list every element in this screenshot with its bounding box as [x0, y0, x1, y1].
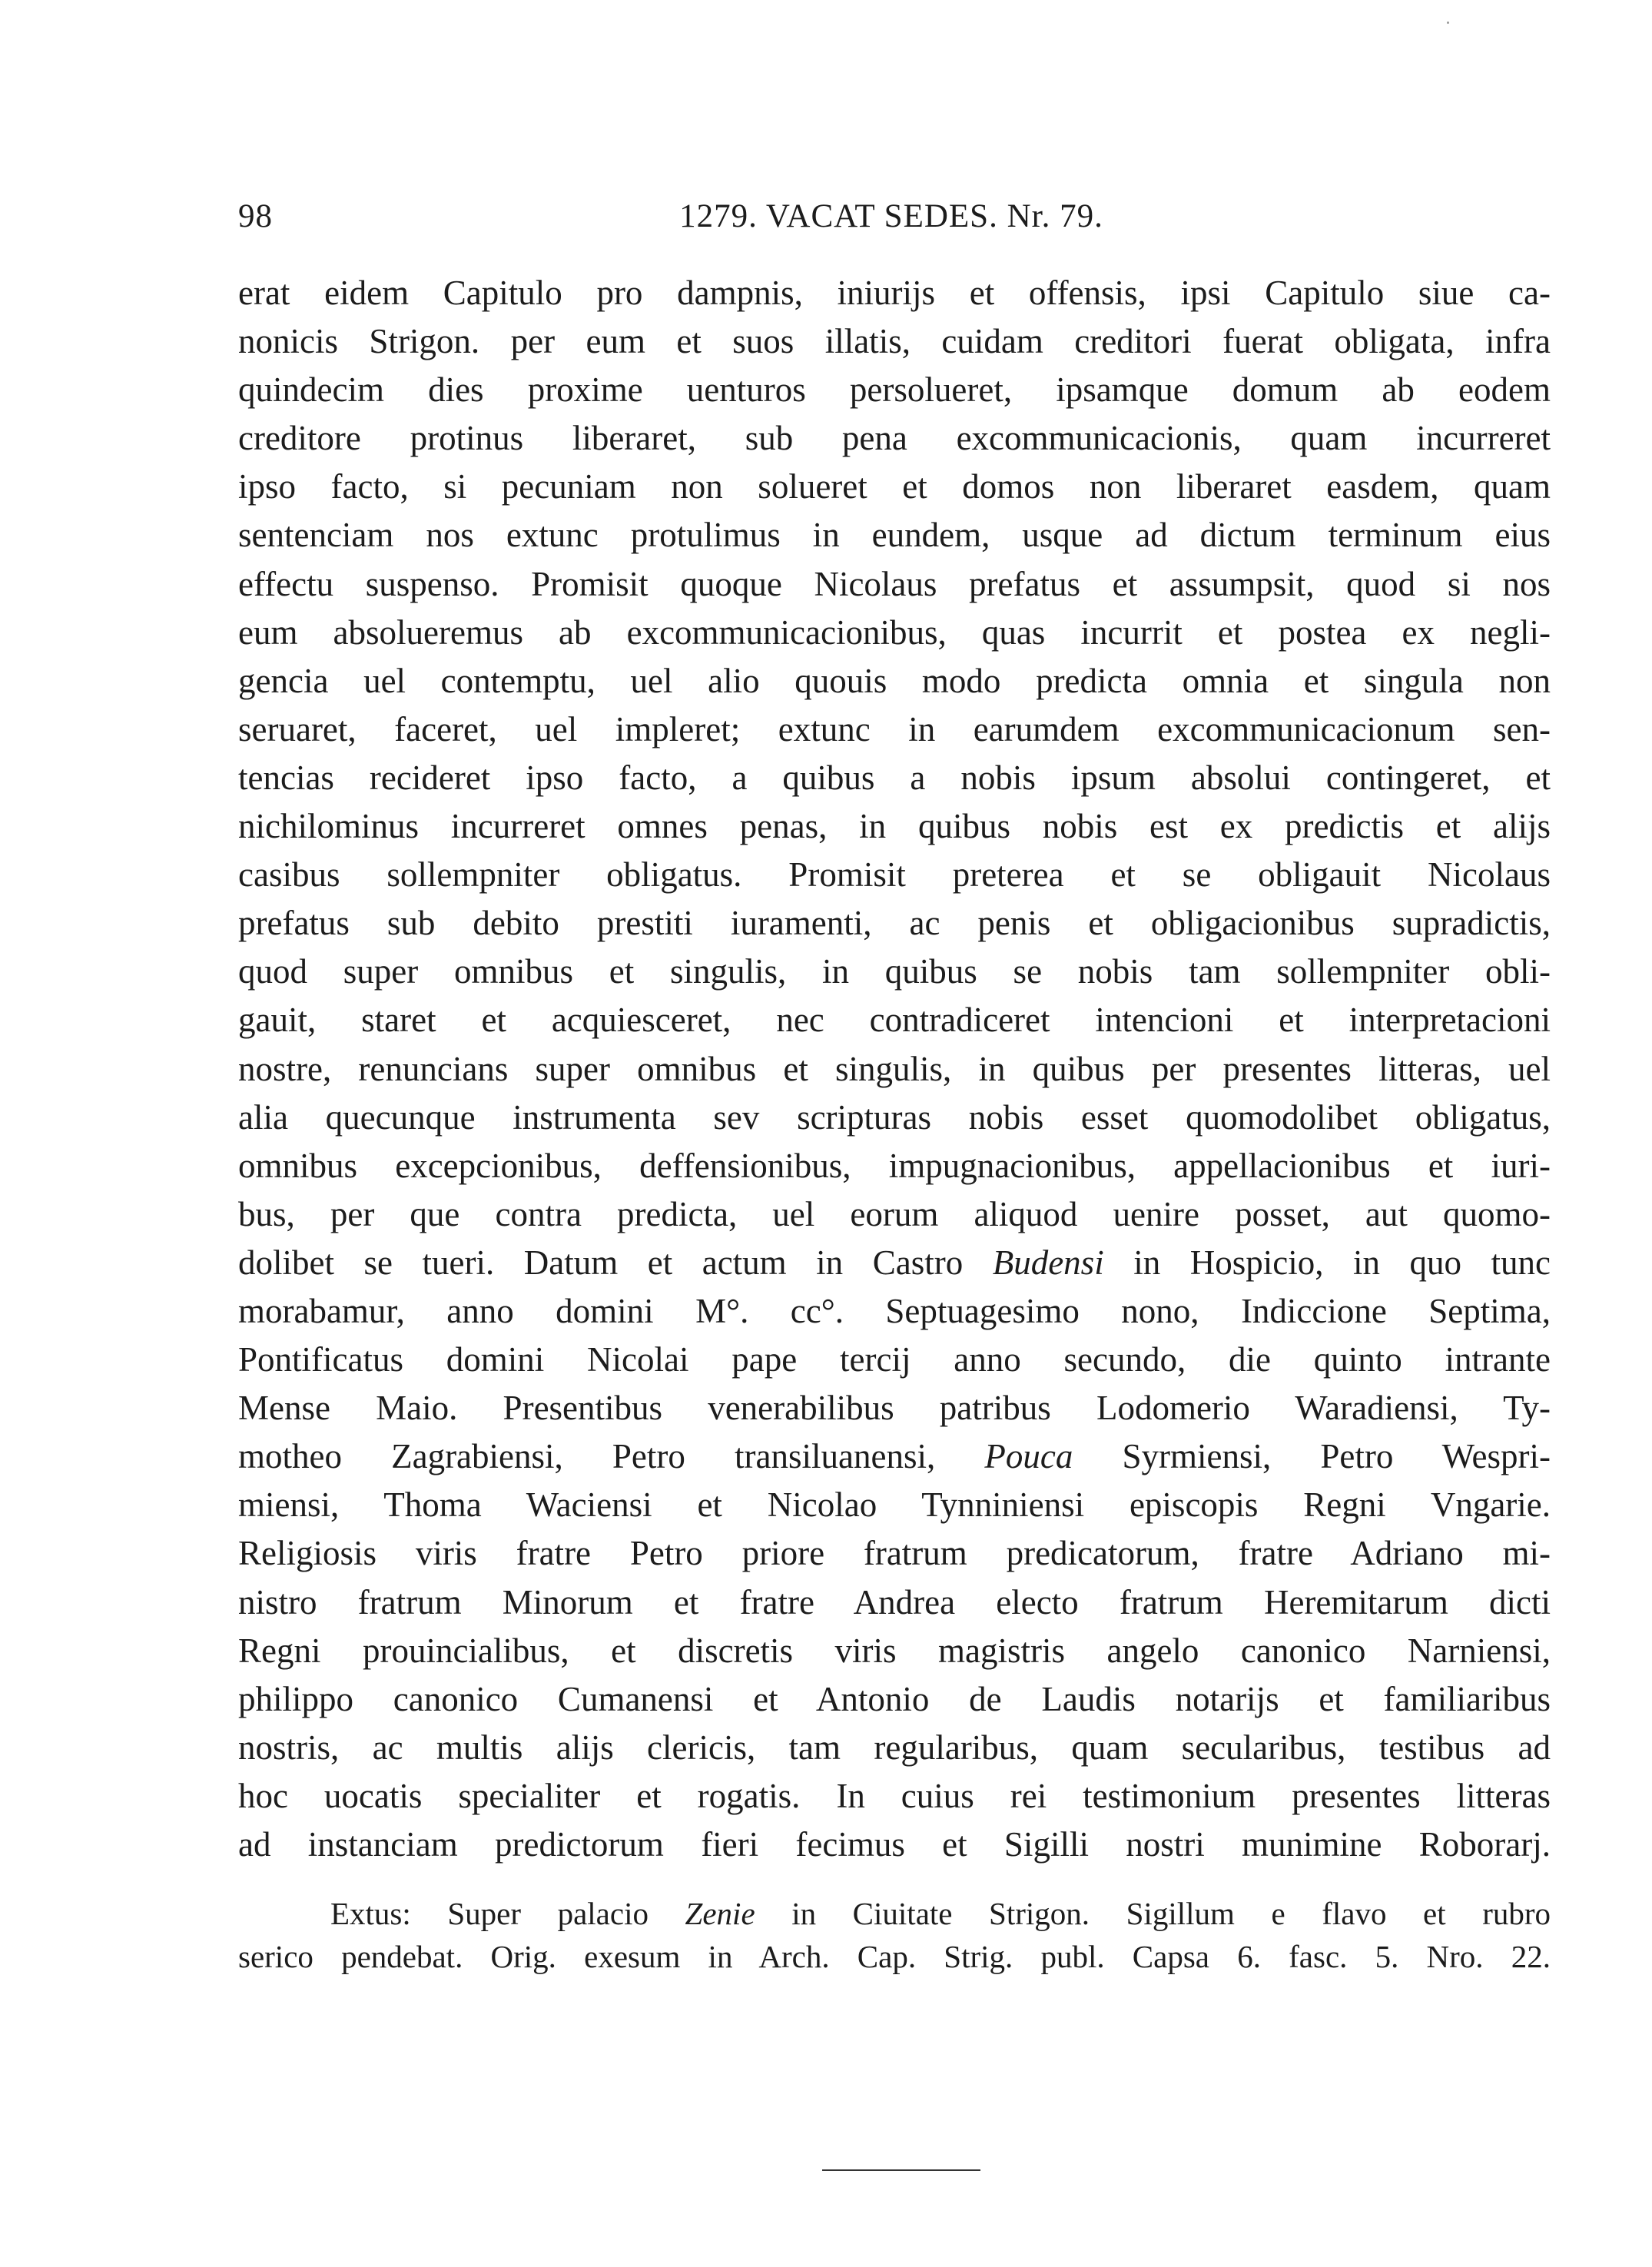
- end-rule: [822, 2169, 980, 2171]
- body-line: [238, 1336, 1551, 1384]
- body-line: [238, 948, 1551, 996]
- body-line: [238, 1384, 1551, 1432]
- archival-note: [238, 1892, 1551, 1978]
- body-line: [238, 1190, 1551, 1239]
- text-run: nonicis Strigon. per eum et suos illatis, cuidam creditori fuerat obligata, infra: [238, 322, 1551, 361]
- text-run: Pontificatus domini Nicolai pape tercij anno secundo, die quinto intrante: [238, 1340, 1551, 1379]
- text-run: Mense Maio. Presentibus venerabilibus patribus Lodomerio Waradiensi, Ty-: [238, 1389, 1551, 1428]
- text-run: ad instanciam predictorum fieri fecimus et Sigilli nostri munimine Roborarj.: [238, 1825, 1551, 1864]
- note-line: [238, 1935, 1551, 1978]
- text-run: seruaret, faceret, uel impleret; extunc in earumdem excommunicacionum sen-: [238, 709, 1551, 748]
- text-run: Extus: Super palacio: [330, 1896, 685, 1931]
- body-line: [238, 851, 1551, 899]
- body-line: [238, 754, 1551, 802]
- text-run: hoc uocatis specialiter et rogatis. In cuius rei testimonium presentes litteras: [238, 1776, 1551, 1815]
- text-run: motheo Zagrabiensi, Petro transiluanensi,: [238, 1437, 985, 1476]
- body-line: [238, 1772, 1551, 1821]
- text-run: ipso facto, si pecuniam non solueret et domos non liberaret easdem, quam: [238, 467, 1551, 506]
- text-run: bus, per que contra predicta, uel eorum aliquod uenire posset, aut quomo-: [238, 1194, 1551, 1233]
- body-line: [238, 1724, 1551, 1772]
- text-run: gauit, staret et acquiesceret, nec contradiceret intencioni et interpretacioni: [238, 1001, 1551, 1040]
- note-line: [238, 1892, 1551, 1935]
- body-line: [238, 1142, 1551, 1190]
- body-line: [238, 1627, 1551, 1675]
- running-header: [231, 192, 1552, 241]
- text-run: Regni prouincialibus, et discretis viris magistris angelo canonico Narniensi,: [238, 1631, 1551, 1670]
- body-line: [238, 705, 1551, 754]
- italic-place-name: Pouca: [984, 1437, 1073, 1476]
- body-line: [238, 511, 1551, 559]
- text-run: miensi, Thoma Waciensi et Nicolao Tynniniensi episcopis Regni Vngarie.: [238, 1485, 1551, 1525]
- text-run: alia quecunque instrumenta sev scripturas nobis esset quomodolibet obligatus,: [238, 1097, 1551, 1137]
- text-run: erat eidem Capitulo pro dampnis, iniurijs et offensis, ipsi Capitulo siue ca-: [238, 274, 1551, 312]
- text-run: Syrmiensi, Petro Wespri-: [1073, 1437, 1551, 1476]
- scan-speck: [1447, 22, 1449, 24]
- body-line: [238, 1045, 1551, 1094]
- body-line: [238, 609, 1551, 657]
- body-line: [238, 414, 1551, 463]
- body-line: [238, 269, 1551, 317]
- text-run: tencias recideret ipso facto, a quibus a nobis ipsum absolui contingeret, et: [238, 758, 1551, 797]
- text-run: quod super omnibus et singulis, in quibus se nobis tam sollempniter obli-: [238, 952, 1551, 991]
- italic-place-name: Budensi: [992, 1243, 1104, 1282]
- body-line: [238, 1675, 1551, 1724]
- text-run: serico pendebat. Orig. exesum in Arch. Cap. Strig. publ. Capsa 6. fasc. 5. Nro. 22.: [238, 1939, 1551, 1974]
- running-title: 1279. VACAT SEDES. Nr. 79.: [679, 198, 1103, 234]
- body-line: [238, 802, 1551, 851]
- text-run: sentenciam nos extunc protulimus in eundem, usque ad dictum terminum eius: [238, 516, 1551, 555]
- text-run: omnibus excepcionibus, deffensionibus, impugnacionibus, appellacionibus et iuri-: [238, 1146, 1551, 1185]
- text-run: dolibet se tueri. Datum et actum in Castro: [238, 1243, 993, 1282]
- body-line: [238, 899, 1551, 948]
- text-run: casibus sollempniter obligatus. Promisit preterea et se obligauit Nicolaus: [238, 855, 1551, 895]
- text-run: morabamur, anno domini M°. cc°. Septuagesimo nono, Indiccione Septima,: [238, 1291, 1551, 1330]
- page-number: 98: [238, 198, 273, 234]
- text-run: creditore protinus liberaret, sub pena excommunicacionis, quam incurreret: [238, 419, 1551, 458]
- charter-body-text: [238, 269, 1551, 1869]
- text-run: gencia uel contemptu, uel alio quouis modo predicta omnia et singula non: [238, 661, 1551, 700]
- body-line: [238, 996, 1551, 1044]
- text-run: effectu suspenso. Promisit quoque Nicolaus prefatus et assumpsit, quod si nos: [238, 564, 1551, 603]
- body-line: [238, 1821, 1551, 1869]
- text-run: in Ciuitate Strigon. Sigillum e flavo et rubro: [755, 1896, 1551, 1931]
- body-line: [238, 1578, 1551, 1627]
- body-line: [238, 366, 1551, 414]
- body-line: [238, 1094, 1551, 1142]
- text-run: in Hospicio, in quo tunc: [1103, 1243, 1551, 1282]
- body-line: [238, 1432, 1551, 1481]
- body-line: [238, 1287, 1551, 1336]
- body-line: [238, 1529, 1551, 1578]
- body-line: [238, 1239, 1551, 1287]
- body-line: [238, 463, 1551, 511]
- text-run: eum absolueremus ab excommunicacionibus, quas incurrit et postea ex negli-: [238, 612, 1551, 652]
- body-line: [238, 657, 1551, 705]
- text-run: quindecim dies proxime uenturos persolueret, ipsamque domum ab eodem: [238, 370, 1551, 410]
- text-run: prefatus sub debito prestiti iuramenti, ac penis et obligacionibus supradictis,: [238, 904, 1551, 943]
- text-run: philippo canonico Cumanensi et Antonio de Laudis notarijs et familiaribus: [238, 1679, 1551, 1718]
- italic-place-name: Zenie: [685, 1896, 755, 1931]
- body-line: [238, 317, 1551, 366]
- text-run: Religiosis viris fratre Petro priore fratrum predicatorum, fratre Adriano mi-: [238, 1534, 1551, 1573]
- text-run: nostre, renuncians super omnibus et singulis, in quibus per presentes litteras, uel: [238, 1049, 1551, 1088]
- text-run: nistro fratrum Minorum et fratre Andrea electo fratrum Heremitarum dicti: [238, 1582, 1551, 1621]
- body-line: [238, 560, 1551, 609]
- text-run: nichilominus incurreret omnes penas, in quibus nobis est ex predictis et alijs: [238, 807, 1551, 846]
- body-line: [238, 1481, 1551, 1529]
- text-run: nostris, ac multis alijs clericis, tam regularibus, quam secularibus, testibus ad: [238, 1728, 1551, 1767]
